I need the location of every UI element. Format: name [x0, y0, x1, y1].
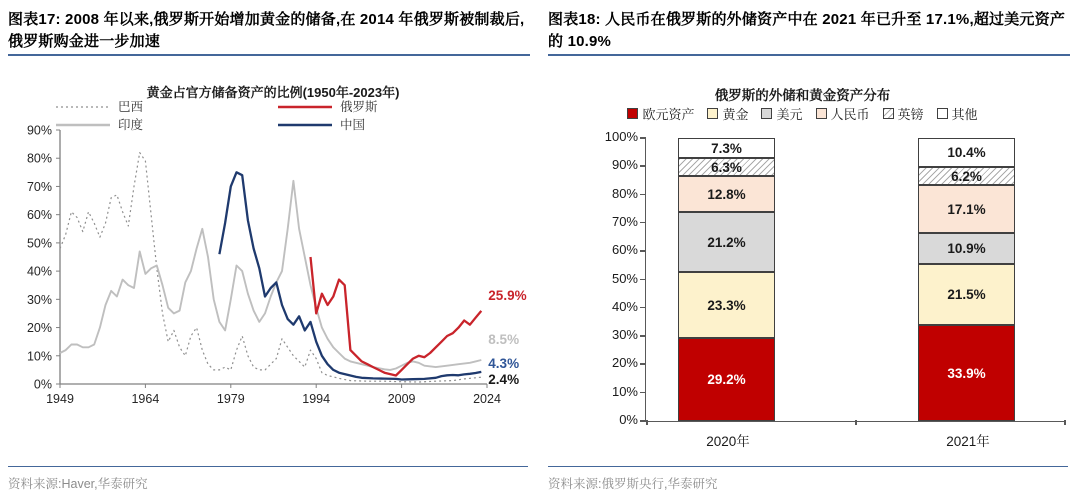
y-tick-label: 0% — [33, 377, 52, 392]
series-巴西 — [60, 153, 481, 382]
bar-segment-英镑-2020年: 6.3% — [678, 158, 775, 176]
bar-segment-黄金-2021年: 21.5% — [918, 264, 1015, 325]
bar-segment-欧元资产-2021年: 33.9% — [918, 325, 1015, 421]
legend-label-中国: 中国 — [340, 118, 366, 132]
bar-segment-人民币-2021年: 17.1% — [918, 185, 1015, 233]
figure-17-caption: 图表17: 2008 年以来,俄罗斯开始增加黄金的储备,在 2014 年俄罗斯被制裁后,俄罗斯购金进一步加速 — [8, 0, 530, 56]
legend-swatch-黄金 — [707, 108, 718, 119]
y-tick-label: 30% — [26, 292, 52, 307]
bar-segment-美元-2020年: 21.2% — [678, 212, 775, 272]
legend-item-英镑 — [883, 104, 924, 123]
legend-label-俄罗斯: 俄罗斯 — [340, 100, 378, 114]
legend-swatch-其他 — [937, 108, 948, 119]
end-label-巴西: 2.4% — [488, 372, 520, 388]
bar-chart-plot — [604, 129, 1065, 427]
y-tick-mark — [640, 307, 645, 309]
figure-17-source: 资料来源:Haver,华泰研究 — [8, 466, 528, 492]
x-tick-label: 1949 — [46, 392, 74, 406]
x-tick-mark — [855, 420, 857, 425]
bar-segment-其他-2021年: 10.4% — [918, 138, 1015, 167]
bar-chart-legend — [540, 104, 1065, 123]
legend-item-人民币 — [816, 104, 870, 123]
bar-segment-其他-2020年: 7.3% — [678, 138, 775, 159]
legend-label-英镑: 英镑 — [897, 107, 924, 122]
y-tick-label: 10% — [26, 349, 52, 364]
y-tick-mark — [640, 222, 645, 224]
x-tick-label: 1964 — [131, 392, 160, 406]
bar-chart-title: 俄罗斯的外储和黄金资产分布 — [714, 88, 891, 103]
y-tick-label: 50% — [611, 270, 638, 286]
y-tick-label: 100% — [604, 129, 638, 144]
line-chart — [0, 64, 540, 429]
legend-label-欧元资产: 欧元资产 — [642, 107, 695, 122]
figure-18-source: 资料来源:俄罗斯央行,华泰研究 — [548, 466, 1068, 492]
y-tick-label: 60% — [26, 208, 52, 223]
x-tick-label-2020: 2020年 — [706, 434, 750, 449]
legend-label-巴西: 巴西 — [118, 100, 144, 114]
y-tick-mark — [640, 250, 645, 252]
x-tick-label-2021: 2021年 — [946, 434, 990, 449]
figure-18-caption: 图表18: 人民币在俄罗斯的外储资产中在 2021 年已升至 17.1%,超过美元资产的 10.9% — [548, 0, 1070, 56]
y-tick-label: 50% — [26, 236, 52, 251]
y-tick-label: 90% — [611, 157, 638, 173]
y-tick-mark — [640, 392, 645, 394]
y-tick-label: 20% — [611, 355, 638, 371]
y-tick-label: 30% — [611, 327, 638, 343]
legend-label-印度: 印度 — [118, 118, 144, 132]
legend-item-美元 — [761, 104, 802, 123]
y-tick-label: 0% — [619, 412, 638, 427]
y-tick-label: 60% — [611, 242, 638, 258]
bar-segment-人民币-2020年: 12.8% — [678, 176, 775, 212]
y-tick-mark — [640, 420, 645, 422]
axes — [60, 130, 487, 384]
end-label-中国: 4.3% — [488, 355, 520, 371]
legend-swatch-英镑 — [883, 108, 894, 119]
stacked-bar-2021年 — [918, 138, 1015, 421]
legend-label-黄金: 黄金 — [722, 107, 749, 122]
end-label-俄罗斯: 25.9% — [488, 287, 527, 303]
legend-swatch-人民币 — [816, 108, 827, 119]
legend-swatch-美元 — [761, 108, 772, 119]
y-tick-label: 70% — [26, 179, 52, 194]
x-tick-mark — [646, 420, 648, 425]
y-tick-mark — [640, 363, 645, 365]
y-tick-label: 80% — [26, 151, 52, 166]
y-tick-label: 90% — [26, 123, 52, 138]
stacked-bar-2020年 — [678, 138, 775, 421]
legend-item-欧元资产 — [627, 104, 694, 123]
figure-18-panel — [540, 0, 1080, 500]
y-tick-mark — [640, 165, 645, 167]
legend-label-人民币: 人民币 — [830, 107, 870, 122]
x-tick-label: 2024 — [473, 392, 501, 406]
legend-item-其他 — [937, 104, 978, 123]
y-tick-mark — [640, 279, 645, 281]
legend-swatch-欧元资产 — [627, 108, 638, 119]
bar-segment-黄金-2020年: 23.3% — [678, 272, 775, 338]
y-tick-label: 80% — [611, 185, 638, 201]
x-tick-label: 1979 — [216, 392, 245, 406]
line-chart-svg — [0, 64, 540, 429]
bar-segment-英镑-2021年: 6.2% — [918, 167, 1015, 185]
series-俄罗斯 — [311, 257, 482, 376]
y-tick-label: 40% — [611, 298, 638, 314]
y-tick-label: 70% — [611, 213, 638, 229]
y-tick-mark — [640, 137, 645, 139]
legend-label-美元: 美元 — [776, 107, 803, 122]
series-印度 — [60, 181, 481, 370]
x-tick-mark — [1064, 420, 1066, 425]
y-tick-label: 20% — [26, 321, 52, 336]
bar-segment-欧元资产-2020年: 29.2% — [678, 338, 775, 421]
end-label-印度: 8.5% — [488, 332, 520, 348]
y-tick-mark — [640, 335, 645, 337]
legend-label-其他: 其他 — [951, 107, 978, 122]
line-chart-title: 黄金占官方储备资产的比例(1950年-2023年) — [146, 85, 400, 100]
y-tick-label: 40% — [26, 264, 52, 279]
y-tick-label: 10% — [611, 383, 638, 399]
x-tick-label: 1994 — [302, 392, 331, 406]
bar-segment-美元-2021年: 10.9% — [918, 233, 1015, 264]
legend-item-黄金 — [707, 104, 748, 123]
y-tick-mark — [640, 194, 645, 196]
x-tick-label: 2009 — [387, 392, 416, 406]
